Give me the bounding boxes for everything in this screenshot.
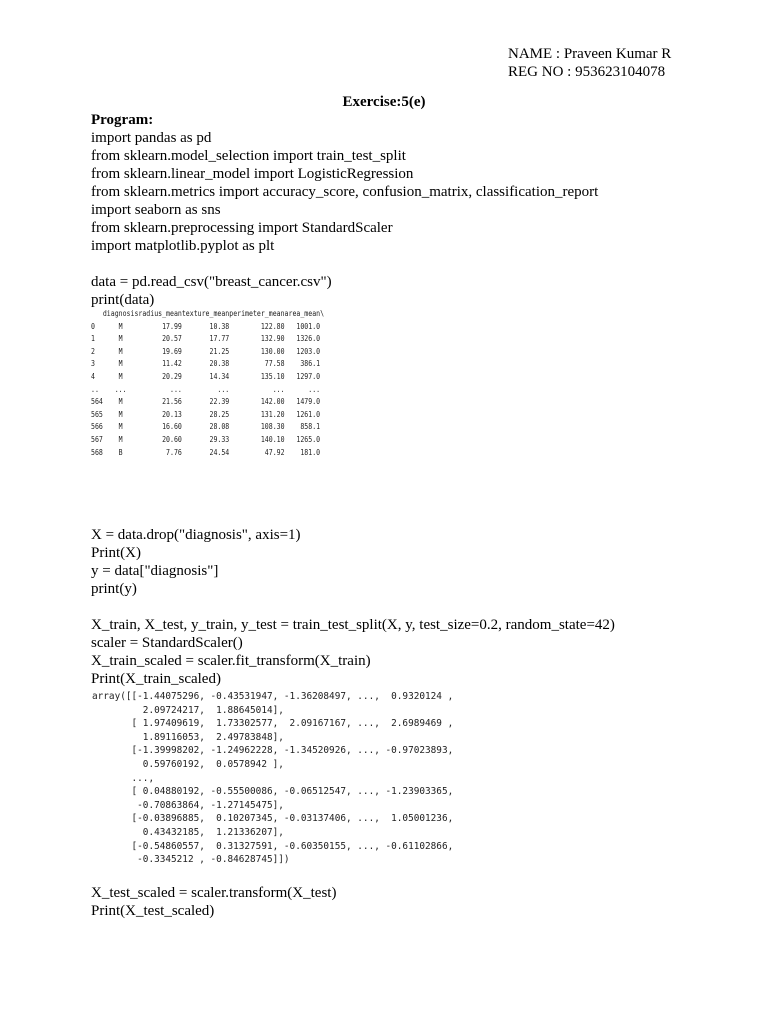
table-row-cell: 16.60 xyxy=(162,422,182,432)
table-row-cell: M xyxy=(118,409,123,419)
table-row-cell: 565 xyxy=(91,409,103,419)
table-row-cell: 568 xyxy=(91,447,103,457)
code-line: X = data.drop("diagnosis", axis=1) xyxy=(91,527,301,543)
code-line: X_test_scaled = scaler.transform(X_test) xyxy=(91,885,337,901)
table-row-cell: M xyxy=(118,434,123,444)
array-line: ..., xyxy=(92,772,155,784)
table-row-cell: 19.69 xyxy=(162,346,182,356)
array-line: [-1.39998202, -1.24962228, -1.34520926, ..., -0.97023893, xyxy=(92,745,454,757)
table-row-cell xyxy=(320,358,324,371)
code-line: data = pd.read_csv("breast_cancer.csv") xyxy=(91,274,332,290)
table-row-cell: 21.56 xyxy=(162,397,182,407)
table-row-cell: M xyxy=(118,346,123,356)
table-row xyxy=(91,434,324,447)
table-row-cell: M xyxy=(118,371,123,381)
table-row-cell: 132.90 xyxy=(260,334,285,344)
table-row xyxy=(91,421,324,434)
table-header-cell: perimeter_mean xyxy=(229,309,285,318)
table-row-cell: .. xyxy=(91,384,99,394)
table-row-cell: 28.08 xyxy=(209,422,230,432)
table-row-cell: ... xyxy=(114,384,127,394)
table-row-cell: 20.29 xyxy=(162,371,182,381)
table-row-cell: 1297.0 xyxy=(296,371,321,381)
array-line: -0.70863864, -1.27145475], xyxy=(92,799,284,811)
student-name: NAME : Praveen Kumar R xyxy=(508,46,672,62)
table-row-cell: 22.39 xyxy=(209,397,230,407)
table-row-cell: 564 xyxy=(91,397,103,407)
table-row-cell: 122.80 xyxy=(260,321,285,331)
code-line: import pandas as pd xyxy=(91,130,212,146)
table-row-cell: 140.10 xyxy=(260,434,285,444)
table-row-cell xyxy=(320,321,324,334)
table-row-cell: 21.25 xyxy=(209,346,230,356)
table-row-cell: 142.00 xyxy=(260,397,285,407)
code-line: from sklearn.model_selection import train_test_split xyxy=(91,148,406,164)
code-line: Print(X) xyxy=(91,545,141,561)
table-row-cell: ... xyxy=(272,384,285,394)
table-header-cell: area_mean xyxy=(284,309,321,318)
table-row-cell: 77.58 xyxy=(264,359,285,369)
code-line: X_train, X_test, y_train, y_test = train_test_split(X, y, test_size=0.2, random_state=42) xyxy=(91,617,615,633)
table-row-cell xyxy=(320,434,324,447)
table-header-cell xyxy=(91,308,103,321)
table-row-cell xyxy=(320,396,324,409)
table-row-cell: 11.42 xyxy=(162,359,182,369)
table-row-cell: 10.38 xyxy=(209,321,230,331)
code-line: from sklearn.linear_model import LogisticRegression xyxy=(91,166,414,182)
dataframe-table xyxy=(91,308,324,459)
table-row-cell: 1265.0 xyxy=(296,434,321,444)
code-line: Print(X_train_scaled) xyxy=(91,671,221,687)
table-row-cell: 181.0 xyxy=(300,447,321,457)
table-row-cell: ... xyxy=(217,384,230,394)
array-line: 2.09724217, 1.88645014], xyxy=(92,704,284,716)
code-line: scaler = StandardScaler() xyxy=(91,635,243,651)
table-row-cell xyxy=(320,409,324,422)
table-row-cell xyxy=(320,371,324,384)
table-header-cell: diagnosis xyxy=(102,309,139,318)
code-line: Print(X_test_scaled) xyxy=(91,903,215,919)
array-line: [-0.54860557, 0.31327591, -0.60350155, ..., -0.61102866, xyxy=(92,840,454,852)
table-row-cell: 24.54 xyxy=(209,447,230,457)
table-row xyxy=(91,371,324,384)
table-row-cell: M xyxy=(118,321,123,331)
table-header-cell: texture_mean xyxy=(181,309,230,318)
table-row-cell: 0 xyxy=(91,321,95,331)
table-row-cell: 108.30 xyxy=(260,422,285,432)
array-line: [-0.03896885, 0.10207345, -0.03137406, ..., 1.05001236, xyxy=(92,813,454,825)
exercise-title: Exercise:5(e) xyxy=(342,94,426,110)
table-row-cell: M xyxy=(118,334,123,344)
table-header-cell: radius_mean xyxy=(138,309,182,318)
array-line: 1.89116053, 2.49783848], xyxy=(92,731,284,743)
code-line: y = data["diagnosis"] xyxy=(91,563,219,579)
table-row-cell: M xyxy=(118,422,123,432)
table-row xyxy=(91,346,324,359)
table-row-cell xyxy=(320,346,324,359)
code-line: from sklearn.metrics import accuracy_score, confusion_matrix, classification_report xyxy=(91,184,599,200)
test-code xyxy=(91,884,336,920)
code-line: from sklearn.preprocessing import StandardScaler xyxy=(91,220,393,236)
table-row-cell xyxy=(320,447,324,460)
code-line: import matplotlib.pyplot as plt xyxy=(91,238,275,254)
table-row-cell xyxy=(320,333,324,346)
array-output xyxy=(92,690,453,867)
register-number: REG NO : 953623104078 xyxy=(508,64,666,80)
table-row-cell: 566 xyxy=(91,422,103,432)
table-row xyxy=(91,396,324,409)
table-row-cell: 4 xyxy=(91,371,95,381)
program-code xyxy=(91,111,598,309)
table-row-cell: 14.34 xyxy=(209,371,230,381)
table-row-cell: 29.33 xyxy=(209,434,230,444)
table-row xyxy=(91,384,324,397)
table-row-cell: 130.00 xyxy=(260,346,285,356)
array-line: 0.43432185, 1.21336207], xyxy=(92,826,284,838)
table-row-cell: ... xyxy=(170,384,182,394)
table-row-cell: 1326.0 xyxy=(296,334,321,344)
table-row-cell: 28.25 xyxy=(209,409,230,419)
table-row-cell: 47.92 xyxy=(264,447,285,457)
split-code xyxy=(91,526,615,688)
table-row-cell: 131.20 xyxy=(260,409,285,419)
table-header xyxy=(91,308,324,321)
table-row-cell: 17.77 xyxy=(209,334,230,344)
table-row-cell: B xyxy=(118,447,123,457)
table-row-cell: 7.76 xyxy=(166,447,182,457)
table-row xyxy=(91,409,324,422)
table-row xyxy=(91,333,324,346)
table-header-cell: \ xyxy=(320,309,325,318)
table-row-cell: 1 xyxy=(91,334,95,344)
table-row-cell: 135.10 xyxy=(260,371,285,381)
code-line: X_train_scaled = scaler.fit_transform(X_train) xyxy=(91,653,371,669)
table-row-cell: ... xyxy=(308,384,321,394)
table-row-cell: 1261.0 xyxy=(296,409,321,419)
dataframe-output xyxy=(91,308,325,459)
table-row-cell: 20.60 xyxy=(162,434,182,444)
program-label: Program: xyxy=(91,112,154,128)
array-line: 0.59760192, 0.0578942 ], xyxy=(92,758,284,770)
table-row-cell: 1001.0 xyxy=(296,321,321,331)
code-line: print(data) xyxy=(91,292,155,308)
table-row-cell: M xyxy=(118,359,123,369)
table-row-cell: 858.1 xyxy=(300,422,321,432)
array-line: [ 0.04880192, -0.55500086, -0.06512547, ..., -1.23903365, xyxy=(92,786,454,798)
table-row-cell: M xyxy=(118,397,123,407)
table-row-cell xyxy=(320,421,324,434)
table-row-cell: 17.99 xyxy=(162,321,182,331)
code-line: print(y) xyxy=(91,581,137,597)
table-row-cell: 1479.0 xyxy=(296,397,321,407)
table-row-cell: 3 xyxy=(91,359,95,369)
table-row-cell: 2 xyxy=(91,346,95,356)
table-row-cell xyxy=(320,384,324,397)
array-line: array([[-1.44075296, -0.43531947, -1.36208497, ..., 0.9320124 , xyxy=(92,691,454,702)
table-row-cell: 20.57 xyxy=(162,334,182,344)
table-row-cell: 567 xyxy=(91,434,103,444)
table-row-cell: 20.38 xyxy=(209,359,230,369)
table-row xyxy=(91,321,324,334)
table-row-cell: 20.13 xyxy=(162,409,182,419)
table-row xyxy=(91,447,324,460)
code-line xyxy=(91,598,615,616)
table-row xyxy=(91,358,324,371)
table-row-cell: 386.1 xyxy=(300,359,321,369)
table-row-cell: 1203.0 xyxy=(296,346,321,356)
student-header xyxy=(508,45,671,81)
array-line: [ 1.97409619, 1.73302577, 2.09167167, ..., 2.6989469 , xyxy=(92,718,454,730)
array-line: -0.3345212 , -0.84628745]]) xyxy=(92,854,290,866)
code-line: import seaborn as sns xyxy=(91,202,221,218)
